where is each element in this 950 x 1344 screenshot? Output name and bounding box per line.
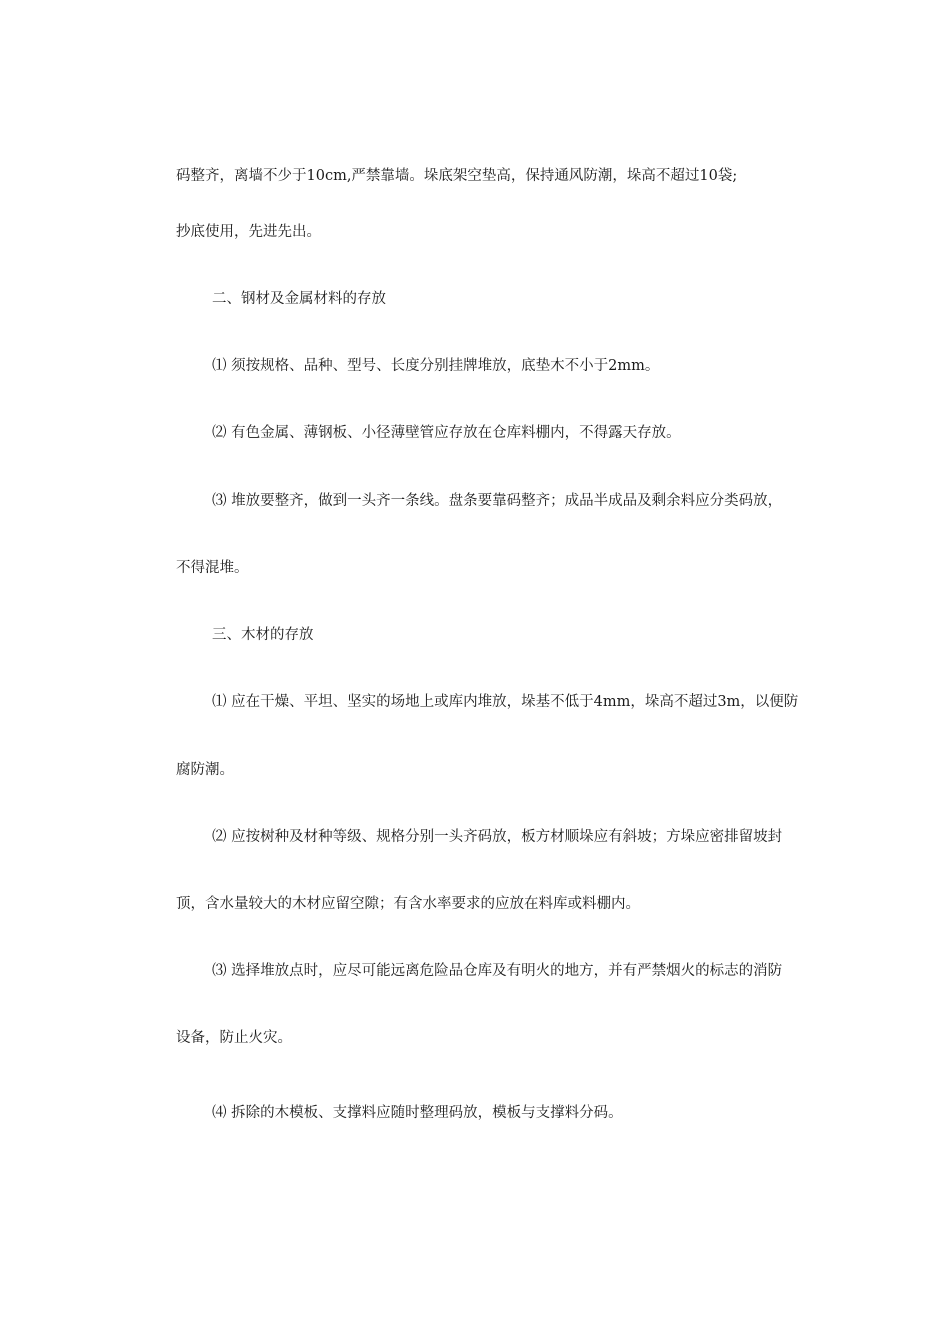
list-item: ⑴ 须按规格、品种、型号、长度分别挂牌堆放，底垫木不小于2mm。: [212, 358, 660, 374]
paragraph-line: 顶，含水量较大的木材应留空隙；有含水率要求的应放在料库或料棚内。: [176, 896, 640, 912]
list-item: ⑶ 堆放要整齐，做到一头齐一条线。盘条要靠码整齐；成品半成品及剩余料应分类码放，: [212, 493, 783, 509]
list-item: ⑴ 应在干燥、平坦、坚实的场地上或库内堆放，垛基不低于4mm，垛高不超过3m，以便防: [212, 694, 799, 710]
paragraph-line: 腐防潮。: [176, 762, 234, 778]
list-item: ⑷ 拆除的木模板、支撑料应随时整理码放，模板与支撑料分码。: [212, 1105, 623, 1121]
section-heading-steel: 二、钢材及金属材料的存放: [212, 291, 386, 307]
paragraph-line: 码整齐，离墙不少于10cm,严禁靠墙。垛底架空垫高，保持通风防潮，垛高不超过10袋;: [176, 168, 738, 184]
paragraph-line: 不得混堆。: [176, 560, 249, 576]
list-item: ⑵ 应按树种及材种等级、规格分别一头齐码放，板方材顺垛应有斜坡；方垛应密排留坡封: [212, 829, 783, 845]
list-item: ⑶ 选择堆放点时，应尽可能远离危险品仓库及有明火的地方，并有严禁烟火的标志的消防: [212, 963, 783, 979]
paragraph-line: 抄底使用，先进先出。: [176, 224, 321, 240]
paragraph-line: 设备，防止火灾。: [176, 1030, 292, 1046]
section-heading-timber: 三、木材的存放: [212, 627, 314, 643]
list-item: ⑵ 有色金属、薄钢板、小径薄壁管应存放在仓库料棚内，不得露天存放。: [212, 425, 681, 441]
